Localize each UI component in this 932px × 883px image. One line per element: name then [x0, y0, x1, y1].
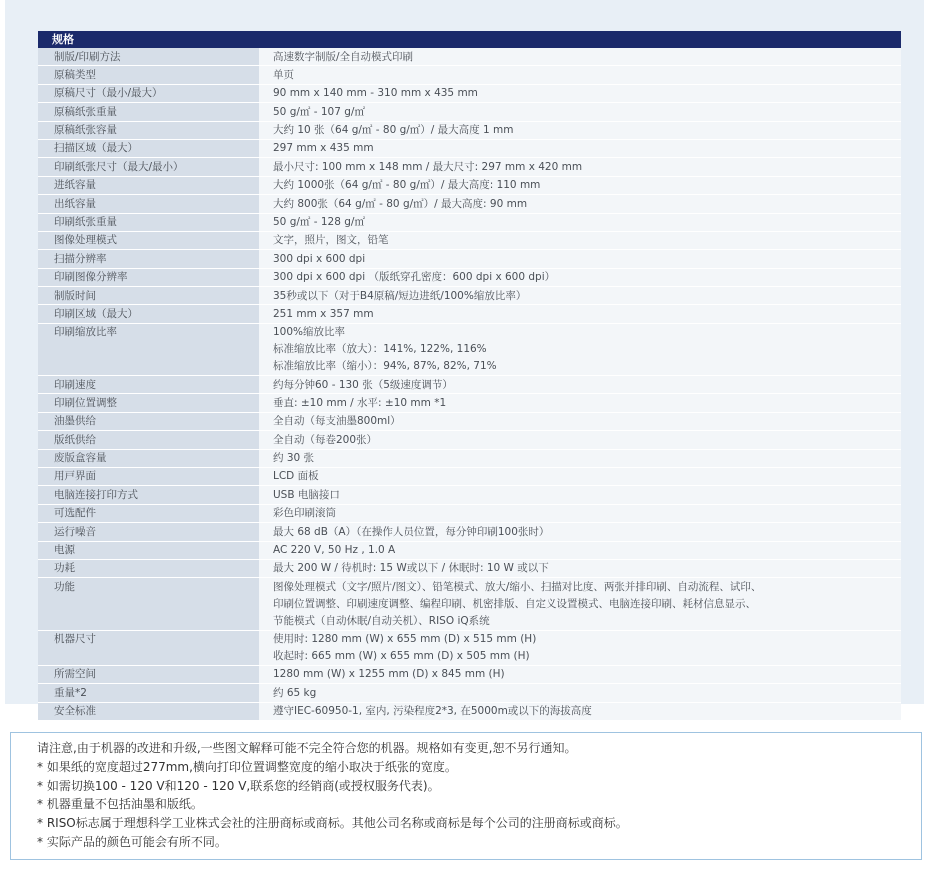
spec-value-line: 90 mm x 140 mm - 310 mm x 435 mm — [273, 87, 478, 100]
spec-value — [259, 214, 901, 231]
spec-label: 废版盒容量 — [38, 450, 259, 467]
spec-label: 印刷图像分辨率 — [38, 269, 259, 286]
spec-row — [38, 413, 901, 431]
spec-row — [38, 250, 901, 268]
spec-label: 版纸供给 — [38, 431, 259, 448]
spec-value-line: 彩色印刷滚筒 — [273, 507, 336, 520]
spec-label: 印刷区域（最大） — [38, 305, 259, 322]
spec-label: 运行噪音 — [38, 523, 259, 540]
spec-label: 制版时间 — [38, 287, 259, 304]
spec-label: 安全标准 — [38, 703, 259, 720]
spec-value — [259, 703, 901, 720]
spec-label: 原稿尺寸（最小/最大） — [38, 85, 259, 102]
spec-row — [38, 450, 901, 468]
spec-label: 印刷位置调整 — [38, 394, 259, 411]
spec-value — [259, 287, 901, 304]
spec-value-line: 最大 200 W / 待机时: 15 W或以下 / 休眠时: 10 W 或以下 — [273, 562, 549, 575]
spec-value-line: 35秒或以下（对于B4原稿/短边进纸/100%缩放比率） — [273, 289, 527, 302]
spec-value-line: 约 65 kg — [273, 686, 317, 699]
spec-label: 图像处理模式 — [38, 232, 259, 249]
spec-row — [38, 103, 901, 121]
spec-row — [38, 158, 901, 176]
spec-label: 印刷缩放比率 — [38, 324, 259, 375]
spec-value-line: 最大 68 dB（A）（在操作人员位置，每分钟印刷100张时） — [273, 525, 550, 538]
spec-value-line: 遵守IEC-60950-1, 室内, 污染程度2*3, 在5000m或以下的海拔高度 — [273, 705, 592, 718]
spec-value-line: 文字，照片，图文，铅笔 — [273, 234, 389, 247]
spec-value-line: 全自动（每卷200张） — [273, 433, 378, 446]
spec-label: 原稿类型 — [38, 66, 259, 83]
spec-value-line: 垂直: ±10 mm / 水平: ±10 mm *1 — [273, 396, 447, 409]
spec-value-line: 印刷位置调整、印刷速度调整、编程印刷、机密排版、自定义设置模式、电脑连接印刷、耗材信息显示、 — [273, 597, 756, 610]
spec-value — [259, 666, 901, 683]
spec-table — [38, 31, 901, 721]
footnote: * 如果纸的宽度超过277mm,横向打印位置调整宽度的缩小取决于纸张的宽度。 — [37, 759, 457, 774]
spec-value — [259, 48, 901, 65]
spec-value-line: 全自动（每支油墨800ml） — [273, 415, 401, 428]
spec-value — [259, 631, 901, 665]
spec-row — [38, 394, 901, 412]
footnote: * 机器重量不包括油墨和版纸。 — [37, 797, 203, 812]
spec-row — [38, 431, 901, 449]
spec-row — [38, 140, 901, 158]
spec-value — [259, 523, 901, 540]
spec-value-line: 300 dpi x 600 dpi — [273, 252, 366, 265]
spec-value-line: LCD 面板 — [273, 470, 319, 483]
spec-value — [259, 450, 901, 467]
spec-value-line: 图像处理模式（文字/照片/图文）、铅笔模式、放大/缩小、扫描对比度、两张并排印刷、自动流程、试印、 — [273, 580, 762, 593]
spec-value-line: 使用时: 1280 mm (W) x 655 mm (D) x 515 mm (H) — [273, 633, 537, 645]
spec-value-line: AC 220 V, 50 Hz , 1.0 A — [273, 544, 396, 557]
spec-row — [38, 287, 901, 305]
spec-row — [38, 177, 901, 195]
spec-label: 原稿纸张重量 — [38, 103, 259, 120]
spec-value — [259, 177, 901, 194]
spec-row — [38, 468, 901, 486]
spec-value-line: 大约 800张（64 g/㎡ - 80 g/㎡）/ 最大高度: 90 mm — [273, 197, 528, 210]
notes-box — [10, 732, 922, 860]
spec-value — [259, 232, 901, 249]
spec-row — [38, 631, 901, 666]
spec-value-line: 50 g/㎡ - 107 g/㎡ — [273, 105, 365, 118]
spec-value — [259, 376, 901, 393]
spec-row — [38, 523, 901, 541]
spec-label: 油墨供给 — [38, 413, 259, 430]
spec-value-line: 大约 10 张（64 g/㎡ - 80 g/㎡）/ 最大高度 1 mm — [273, 124, 514, 137]
spec-value — [259, 305, 901, 322]
spec-value-line: 标准缩放比率（缩小）：94%, 87%, 82%, 71% — [273, 360, 497, 373]
spec-value — [259, 103, 901, 120]
spec-row — [38, 505, 901, 523]
spec-row — [38, 684, 901, 702]
spec-value-line: 最小尺寸: 100 mm x 148 mm / 最大尺寸: 297 mm x 420 mm — [273, 160, 583, 173]
spec-label: 用戸界面 — [38, 468, 259, 485]
spec-value-line: 约 30 张 — [273, 452, 315, 465]
spec-label: 印刷速度 — [38, 376, 259, 393]
spec-label: 所需空间 — [38, 666, 259, 683]
spec-row — [38, 48, 901, 66]
spec-value-line: 高速数字制版/全自动模式印刷 — [273, 50, 414, 63]
spec-row — [38, 560, 901, 578]
spec-label: 进纸容量 — [38, 177, 259, 194]
spec-value — [259, 394, 901, 411]
spec-row — [38, 66, 901, 84]
spec-table-header: 规格 — [38, 31, 901, 48]
spec-value — [259, 560, 901, 577]
notice-text: 请注意,由于机器的改进和升级,一些图文解释可能不完全符合您的机器。规格如有变更,恕不另行通知。 — [37, 741, 577, 755]
spec-row — [38, 486, 901, 504]
spec-value — [259, 542, 901, 559]
spec-value — [259, 413, 901, 430]
spec-value-line: 收起时: 665 mm (W) x 655 mm (D) x 505 mm (H) — [273, 649, 530, 662]
spec-row — [38, 195, 901, 213]
notes-list — [37, 739, 921, 852]
spec-value-line: 单页 — [273, 68, 294, 81]
spec-value — [259, 269, 901, 286]
spec-value-line: 300 dpi x 600 dpi （版纸穿孔密度：600 dpi x 600 dpi） — [273, 271, 556, 284]
spec-label: 电源 — [38, 542, 259, 559]
spec-label: 重量*2 — [38, 684, 259, 701]
spec-row — [38, 578, 901, 630]
spec-row — [38, 666, 901, 684]
spec-value — [259, 122, 901, 139]
spec-row — [38, 542, 901, 560]
spec-value-line: 50 g/㎡ - 128 g/㎡ — [273, 216, 365, 229]
spec-row — [38, 122, 901, 140]
spec-value — [259, 158, 901, 175]
spec-row — [38, 232, 901, 250]
spec-label: 电脑连接打印方式 — [38, 486, 259, 503]
spec-label: 可选配件 — [38, 505, 259, 522]
spec-value — [259, 431, 901, 448]
spec-label: 印刷纸张尺寸（最大/最小） — [38, 158, 259, 175]
spec-value — [259, 684, 901, 701]
spec-value — [259, 578, 901, 629]
footnote: * RISO标志属于理想科学工业株式会社的注册商标或商标。其他公司名称或商标是每个公司的注册商标或商标。 — [37, 816, 628, 831]
spec-label: 功耗 — [38, 560, 259, 577]
spec-row — [38, 269, 901, 287]
spec-row — [38, 85, 901, 103]
spec-label: 机器尺寸 — [38, 631, 259, 665]
spec-label: 制版/印刷方法 — [38, 48, 259, 65]
spec-label: 扫描分辨率 — [38, 250, 259, 267]
spec-value — [259, 85, 901, 102]
spec-value-line: 1280 mm (W) x 1255 mm (D) x 845 mm (H) — [273, 668, 505, 681]
spec-value — [259, 486, 901, 503]
footnote: * 实际产品的颜色可能会有所不同。 — [37, 834, 227, 849]
spec-value — [259, 468, 901, 485]
spec-label: 印刷纸张重量 — [38, 214, 259, 231]
spec-label: 扫描区域（最大） — [38, 140, 259, 157]
spec-rows — [38, 48, 901, 721]
spec-value — [259, 140, 901, 157]
spec-row — [38, 324, 901, 376]
spec-value-line: USB 电脑接口 — [273, 488, 340, 501]
spec-value-line: 297 mm x 435 mm — [273, 142, 374, 155]
spec-value-line: 100%缩放比率 — [273, 326, 346, 339]
footnote: * 如需切换100 - 120 V和120 - 120 V,联系您的经销商(或授权服务代表)。 — [37, 778, 440, 793]
spec-value — [259, 324, 901, 375]
spec-value — [259, 66, 901, 83]
spec-value-line: 251 mm x 357 mm — [273, 307, 374, 320]
spec-label: 功能 — [38, 578, 259, 629]
spec-label: 出纸容量 — [38, 195, 259, 212]
spec-value — [259, 195, 901, 212]
spec-value-line: 约每分钟60 - 130 张（5级速度调节） — [273, 378, 453, 391]
spec-row — [38, 214, 901, 232]
spec-value — [259, 250, 901, 267]
spec-value-line: 标准缩放比率（放大）：141%, 122%, 116% — [273, 343, 487, 356]
spec-value — [259, 505, 901, 522]
spec-value-line: 节能模式（自动休眠/自动关机）、RISO iQ系统 — [273, 614, 490, 627]
spec-row — [38, 703, 901, 721]
spec-value-line: 大约 1000张（64 g/㎡ - 80 g/㎡）/ 最大高度: 110 mm — [273, 179, 541, 192]
spec-label: 原稿纸张容量 — [38, 122, 259, 139]
spec-row — [38, 305, 901, 323]
spec-panel — [5, 0, 924, 718]
spec-row — [38, 376, 901, 394]
